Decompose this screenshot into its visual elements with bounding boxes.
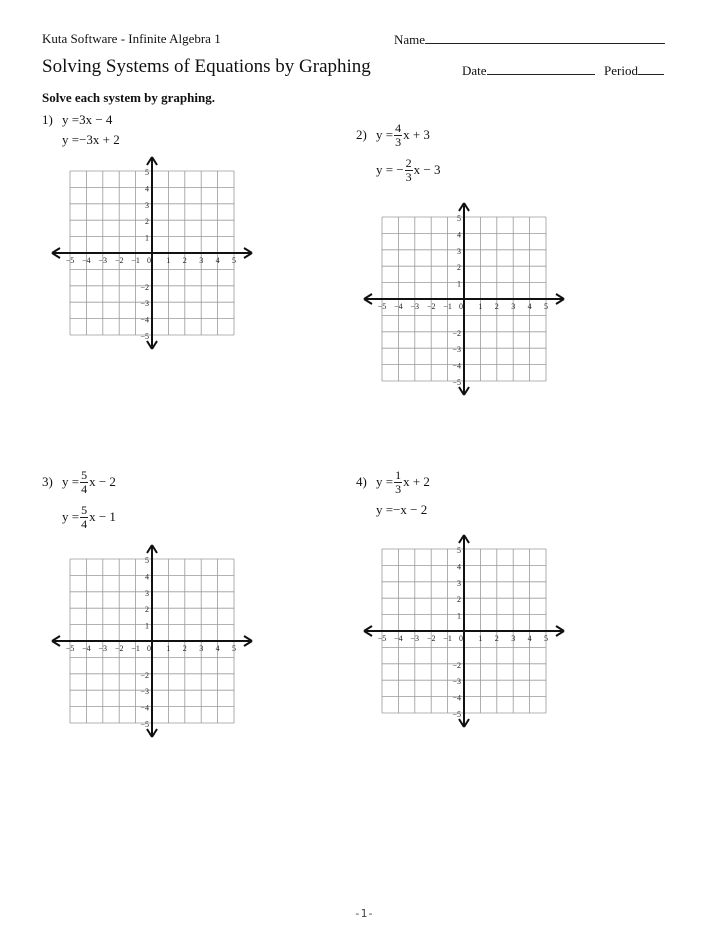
y-tick-label: −4 <box>140 315 149 325</box>
x-tick-label: 1 <box>478 634 483 643</box>
problem-number: 4) <box>356 474 367 489</box>
y-tick-label: 3 <box>457 246 461 256</box>
eq2-fraction: $\frac{5}{4}$ <box>81 502 88 531</box>
x-tick-label: −4 <box>82 644 91 653</box>
x-tick-label: −5 <box>65 256 75 265</box>
problem-number: 3) <box>42 474 53 489</box>
eq2-lhs: y = <box>62 509 80 524</box>
x-tick-label: 0 <box>459 302 463 311</box>
x-tick-label: −4 <box>394 302 403 311</box>
x-tick-label: −3 <box>410 302 420 311</box>
x-tick-label: −5 <box>377 634 387 643</box>
x-tick-label: 5 <box>232 256 236 265</box>
x-tick-label: −3 <box>410 634 420 643</box>
y-tick-label: 1 <box>145 233 149 243</box>
x-tick-label: −1 <box>131 644 140 653</box>
y-tick-label: 4 <box>457 230 461 240</box>
x-tick-label: 5 <box>232 644 236 653</box>
y-tick-label: 5 <box>457 546 461 555</box>
page-title: Solving Systems of Equations by Graphing <box>42 56 371 77</box>
eq1-lhs: y = <box>62 474 80 489</box>
y-tick-label: −3 <box>140 299 149 309</box>
y-tick-label: −2 <box>140 282 149 292</box>
y-tick-label: −2 <box>140 670 149 680</box>
y-tick-label: −2 <box>452 328 461 338</box>
instructions: Solve each system by graphing. <box>42 90 215 105</box>
y-tick-label: 4 <box>145 184 149 194</box>
eq2-rhs: −3x + 2 <box>79 132 120 147</box>
x-tick-label: −3 <box>98 256 108 265</box>
name-label: Name <box>394 32 426 47</box>
x-tick-label: 0 <box>147 256 151 265</box>
eq1-rest: x + 2 <box>403 474 430 489</box>
y-tick-label: 5 <box>457 214 461 223</box>
eq2-rhs: −x − 2 <box>393 502 428 517</box>
x-tick-label: 3 <box>511 302 516 311</box>
period-label: Period <box>604 63 638 78</box>
x-tick-label: −2 <box>426 302 436 311</box>
y-tick-label: −4 <box>140 703 149 713</box>
x-tick-label: 3 <box>511 634 516 643</box>
y-tick-label: 1 <box>457 279 461 289</box>
x-tick-label: 4 <box>215 256 220 265</box>
x-tick-label: −1 <box>443 634 452 643</box>
x-tick-label: 4 <box>527 634 532 643</box>
y-tick-label: 2 <box>457 595 461 605</box>
software-credit: Kuta Software - Infinite Algebra 1 <box>42 31 221 46</box>
eq1-lhs: y = <box>376 127 394 142</box>
page-number: -1- <box>354 907 374 920</box>
x-tick-label: 2 <box>182 256 187 265</box>
x-tick-label: 2 <box>494 302 499 311</box>
x-tick-label: −5 <box>65 644 75 653</box>
x-tick-label: 1 <box>166 256 171 265</box>
y-tick-label: 3 <box>145 200 149 210</box>
y-tick-label: 4 <box>457 562 461 572</box>
y-tick-label: 2 <box>145 217 149 227</box>
x-tick-label: −4 <box>394 634 403 643</box>
y-tick-label: 5 <box>145 556 149 565</box>
x-tick-label: 3 <box>199 644 204 653</box>
eq1-rest: x + 3 <box>403 127 430 142</box>
y-tick-label: 1 <box>145 621 149 631</box>
x-tick-label: 0 <box>147 644 151 653</box>
y-tick-label: −2 <box>452 660 461 670</box>
eq2-lhs: y = − <box>376 162 404 177</box>
eq1-lhs: y = <box>376 474 394 489</box>
date-label: Date <box>462 63 487 78</box>
eq1-fraction: $\frac{1}{3}$ <box>395 467 402 496</box>
x-tick-label: 5 <box>544 302 548 311</box>
y-tick-label: −5 <box>140 720 149 729</box>
problem-number: 2) <box>356 127 367 142</box>
y-tick-label: −5 <box>140 332 149 341</box>
x-tick-label: −2 <box>114 256 124 265</box>
eq2-lhs: y = <box>62 132 80 147</box>
x-tick-label: −2 <box>426 634 436 643</box>
x-tick-label: 3 <box>199 256 204 265</box>
x-tick-label: −4 <box>82 256 91 265</box>
x-tick-label: 5 <box>544 634 548 643</box>
problem-number: 1) <box>42 112 53 127</box>
x-tick-label: 1 <box>166 644 171 653</box>
eq1-fraction: $\frac{5}{4}$ <box>81 467 88 496</box>
x-tick-label: −1 <box>443 302 452 311</box>
y-tick-label: 5 <box>145 168 149 177</box>
eq2-rest: x − 3 <box>413 162 441 177</box>
y-tick-label: −5 <box>452 378 461 387</box>
x-tick-label: 2 <box>182 644 187 653</box>
y-tick-label: −5 <box>452 710 461 719</box>
y-tick-label: 4 <box>145 572 149 582</box>
y-tick-label: −3 <box>452 345 461 355</box>
y-tick-label: −3 <box>140 687 149 697</box>
eq1-lhs: y = <box>62 112 80 127</box>
y-tick-label: 3 <box>145 588 149 598</box>
y-tick-label: 3 <box>457 578 461 588</box>
y-tick-label: 1 <box>457 611 461 621</box>
x-tick-label: −2 <box>114 644 124 653</box>
y-tick-label: 2 <box>145 605 149 615</box>
x-tick-label: −3 <box>98 644 108 653</box>
x-tick-label: 4 <box>215 644 220 653</box>
x-tick-label: 1 <box>478 302 483 311</box>
x-tick-label: −5 <box>377 302 387 311</box>
eq2-lhs: y = <box>376 502 394 517</box>
eq2-fraction: $\frac{2}{3}$ <box>405 155 412 184</box>
x-tick-label: 0 <box>459 634 463 643</box>
x-tick-label: 2 <box>494 634 499 643</box>
eq1-fraction: $\frac{4}{3}$ <box>395 120 402 149</box>
y-tick-label: −3 <box>452 677 461 687</box>
x-tick-label: 4 <box>527 302 532 311</box>
x-tick-label: −1 <box>131 256 140 265</box>
y-tick-label: −4 <box>452 361 461 371</box>
eq1-rhs: 3x − 4 <box>79 112 113 127</box>
eq2-rest: x − 1 <box>89 509 116 524</box>
y-tick-label: −4 <box>452 693 461 703</box>
eq1-rest: x − 2 <box>89 474 116 489</box>
y-tick-label: 2 <box>457 263 461 273</box>
